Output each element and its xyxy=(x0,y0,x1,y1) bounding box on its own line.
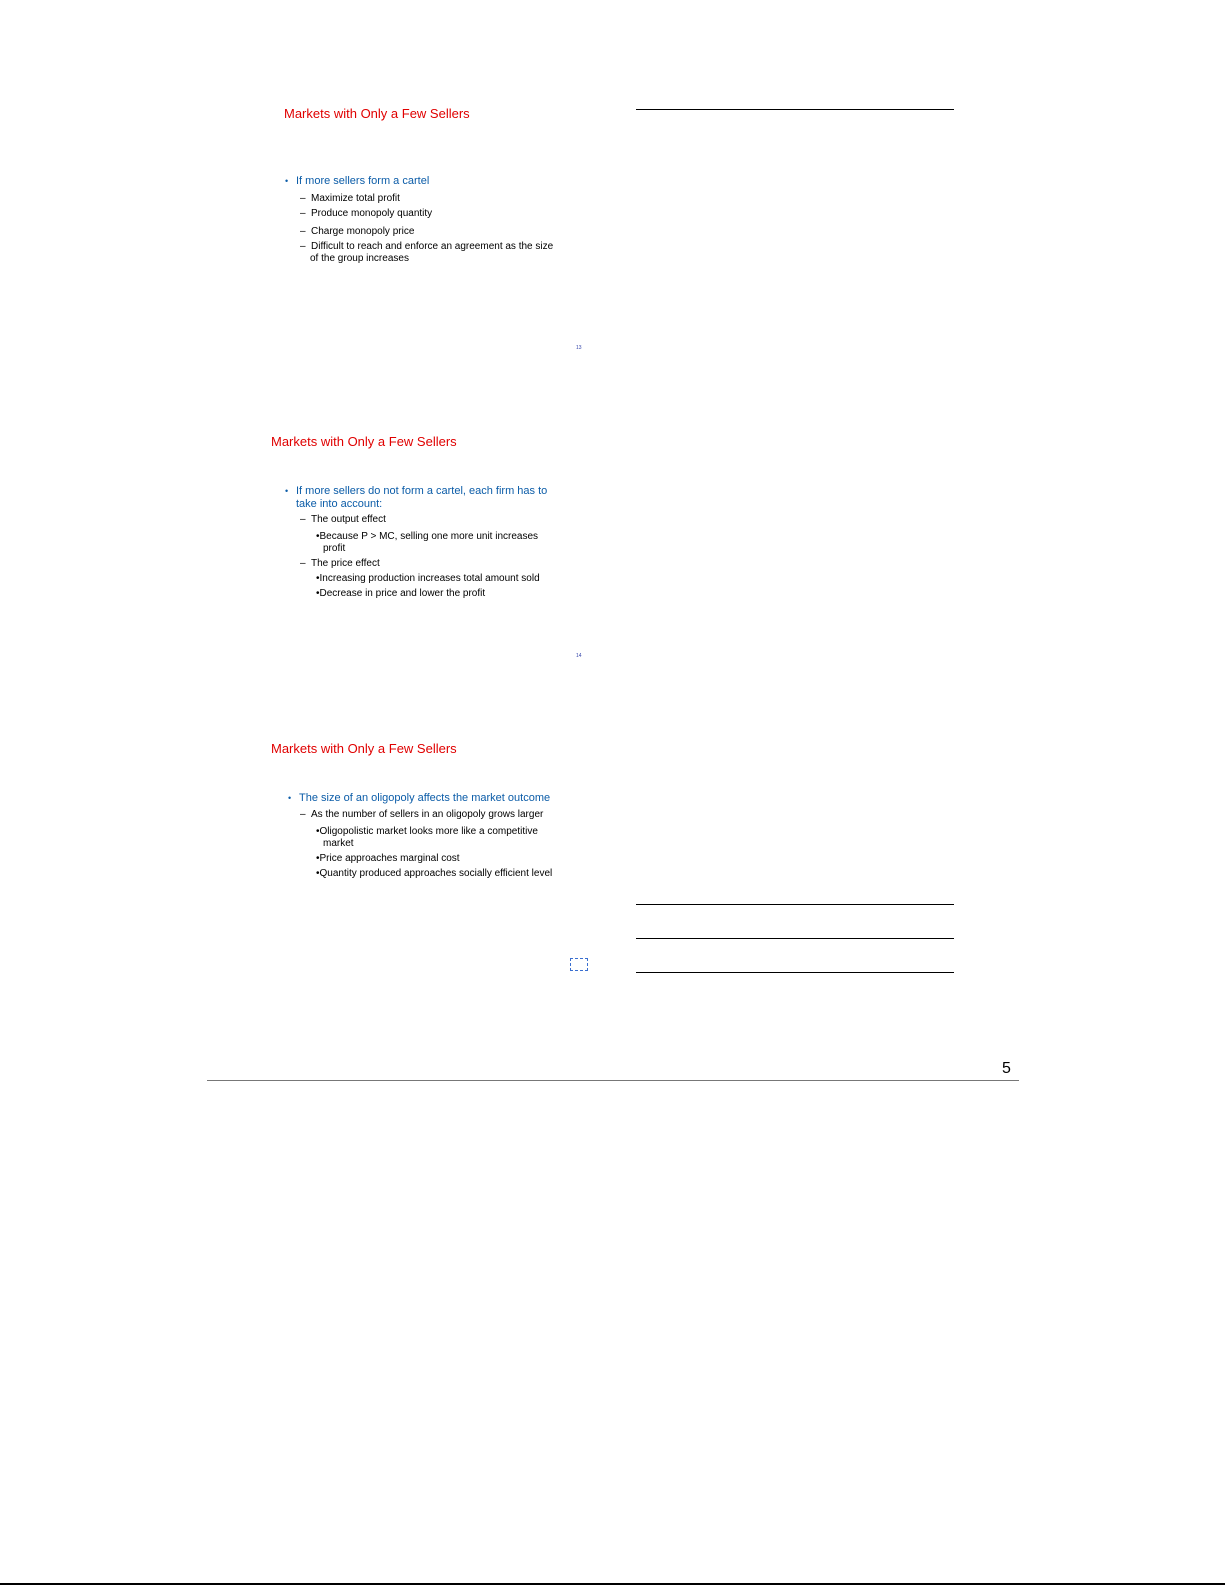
slide-title: Markets with Only a Few Sellers xyxy=(271,741,457,756)
sub-item: – Produce monopoly quantity xyxy=(300,208,433,219)
bullet-icon: • xyxy=(285,486,289,496)
bullet-item: • If more sellers do not form a cartel, each firm has to xyxy=(285,485,548,497)
sub-sub-item: •Oligopolistic market looks more like a competitive xyxy=(316,826,538,837)
sub-sub-item: •Because P > MC, selling one more unit increases xyxy=(316,531,539,542)
slide-number-placeholder xyxy=(570,958,588,971)
bullet-icon: • xyxy=(288,793,292,803)
sub-sub-item-continued: market xyxy=(323,838,354,849)
sub-item: – The output effect xyxy=(300,514,386,525)
footer-divider xyxy=(207,1080,1019,1081)
sub-sub-item: •Price approaches marginal cost xyxy=(316,853,460,864)
sub-sub-item-continued: profit xyxy=(323,543,346,554)
sub-sub-item: •Quantity produced approaches socially efficient level xyxy=(316,868,553,879)
slide-title: Markets with Only a Few Sellers xyxy=(284,106,470,121)
sub-sub-item: •Increasing production increases total amount sold xyxy=(316,573,540,584)
note-line xyxy=(636,109,954,110)
slide-number: 13 xyxy=(576,345,582,351)
note-line xyxy=(636,972,954,973)
sub-item: – Maximize total profit xyxy=(300,193,400,204)
sub-item: – Difficult to reach and enforce an agreement as the size xyxy=(300,241,554,252)
bullet-item: • If more sellers form a cartel xyxy=(285,175,430,187)
slide-number: 14 xyxy=(576,653,582,659)
sub-item: – As the number of sellers in an oligopoly grows larger xyxy=(300,809,544,820)
sub-item: – Charge monopoly price xyxy=(300,226,415,237)
slide-title: Markets with Only a Few Sellers xyxy=(271,434,457,449)
bullet-icon: • xyxy=(285,176,289,186)
bullet-item-continued: take into account: xyxy=(296,498,383,510)
sub-item: – The price effect xyxy=(300,558,380,569)
bullet-item: • The size of an oligopoly affects the market outcome xyxy=(288,792,551,804)
page-number: 5 xyxy=(1002,1060,1011,1077)
note-line xyxy=(636,938,954,939)
sub-item-continued: of the group increases xyxy=(310,253,409,264)
note-line xyxy=(636,904,954,905)
sub-sub-item: •Decrease in price and lower the profit xyxy=(316,588,486,599)
